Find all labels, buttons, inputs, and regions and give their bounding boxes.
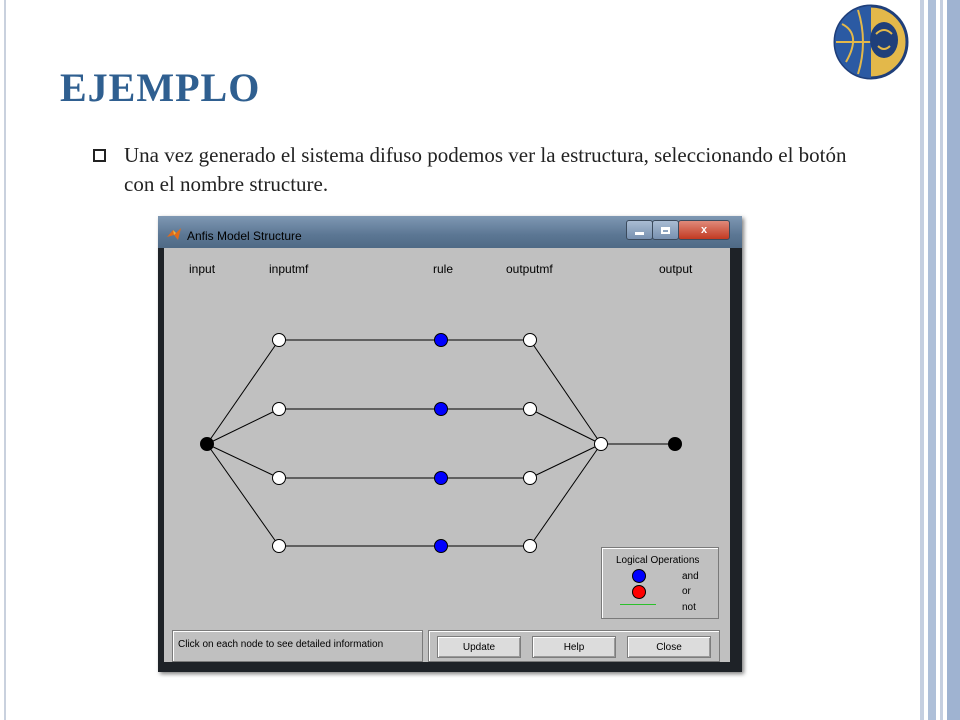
column-label-input: input (189, 262, 216, 276)
output-node[interactable] (669, 438, 682, 451)
outputmf-node[interactable] (524, 403, 537, 416)
or-dot-icon (632, 585, 646, 599)
column-label-rule: rule (433, 262, 454, 276)
column-label-output: output (659, 262, 693, 276)
inputmf-node[interactable] (273, 540, 286, 553)
slide-decoration-bar (920, 0, 924, 720)
window-close-button[interactable]: x (678, 220, 730, 240)
slide-decoration-bar (947, 0, 960, 720)
outputmf-node[interactable] (524, 540, 537, 553)
legend-label-or: or (682, 586, 691, 597)
input-node[interactable] (201, 438, 214, 451)
legend-title: Logical Operations (616, 555, 700, 566)
logical-operations-legend (601, 547, 719, 619)
slide-left-rule (4, 0, 6, 720)
output-sum-node[interactable] (595, 438, 608, 451)
bullet-square-icon (93, 149, 106, 162)
inputmf-node[interactable] (273, 472, 286, 485)
status-panel (172, 630, 423, 662)
and-dot-icon (632, 569, 646, 583)
slide-decoration-bar (928, 0, 936, 720)
minimize-button[interactable] (626, 220, 653, 240)
help-button[interactable]: Help (532, 636, 616, 658)
matlab-icon (166, 226, 182, 242)
maximize-icon (661, 227, 670, 234)
window-title: Anfis Model Structure (187, 229, 302, 243)
rule-node[interactable] (435, 403, 448, 416)
slide-paragraph: Una vez generado el sistema difuso podemos ver la estructura, seleccionando el botón con el nombre structure. (124, 143, 847, 196)
column-label-outputmf: outputmf (506, 262, 553, 276)
not-line-icon (620, 604, 656, 605)
legend-label-and: and (682, 571, 699, 582)
slide-decoration-bar (940, 0, 943, 720)
window-titlebar[interactable] (158, 216, 742, 248)
legend-label-not: not (682, 602, 696, 613)
slide-title: EJEMPLO (60, 65, 261, 110)
minimize-icon (635, 232, 644, 235)
rule-node[interactable] (435, 472, 448, 485)
outputmf-node[interactable] (524, 472, 537, 485)
maximize-button[interactable] (652, 220, 679, 240)
anfis-structure-window (158, 216, 742, 672)
inputmf-node[interactable] (273, 403, 286, 416)
window-client-area (164, 248, 730, 662)
university-logo (832, 4, 910, 80)
rule-node[interactable] (435, 334, 448, 347)
outputmf-node[interactable] (524, 334, 537, 347)
update-button[interactable]: Update (437, 636, 521, 658)
column-label-inputmf: inputmf (269, 262, 309, 276)
action-buttons-panel (428, 630, 720, 662)
close-button[interactable]: Close (627, 636, 711, 658)
status-text: Click on each node to see detailed information (178, 639, 384, 650)
rule-node[interactable] (435, 540, 448, 553)
inputmf-node[interactable] (273, 334, 286, 347)
